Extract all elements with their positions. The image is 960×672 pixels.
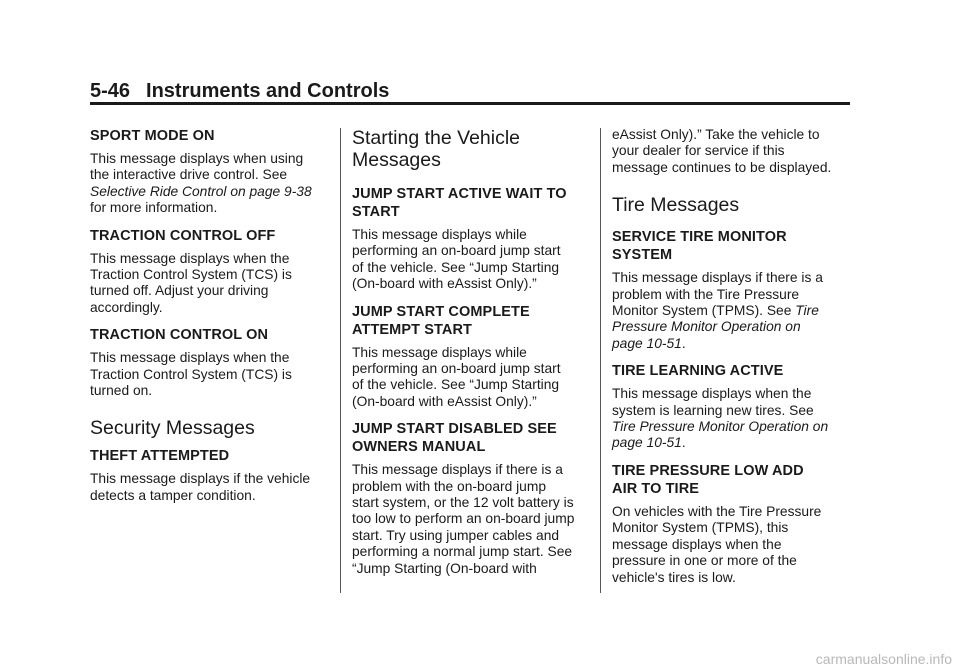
header-rule: [90, 102, 850, 105]
tire-learning-reference-page[interactable]: page 10-51: [612, 435, 682, 451]
tpms-reference-link-1[interactable]: Tire: [795, 303, 819, 319]
sport-mode-text: This message displays when using the interactive drive control. See Selective Ride Control on page 9-38 for more information.: [90, 151, 330, 217]
column-1: [90, 127, 330, 514]
tire-learning-text: This message displays when the system is learning new tires. See Tire Pressure Monitor Operation on page 10-51.: [612, 386, 852, 452]
column-2: [352, 127, 592, 587]
column-divider-1: [340, 128, 341, 593]
tc-off-heading: TRACTION CONTROL OFF: [90, 227, 276, 244]
column-3: [612, 127, 852, 596]
jump-start-active-text: This message displays while performing an on-board jump start of the vehicle. See “Jump Starting (On-board with eAssist Only).”: [352, 227, 561, 292]
tc-on-heading: TRACTION CONTROL ON: [90, 327, 269, 344]
tpms-reference-link-2[interactable]: Pressure Monitor Operation on: [612, 319, 801, 335]
section-title: Instruments and Controls: [146, 80, 390, 102]
page-number: 5-46: [90, 80, 131, 102]
sport-mode-heading: SPORT MODE ON: [90, 128, 215, 144]
tire-learning-heading: TIRE LEARNING ACTIVE: [612, 363, 784, 380]
tire-learning-reference-link[interactable]: Tire Pressure Monitor Operation on: [612, 419, 829, 435]
column-divider-2: [600, 128, 601, 593]
starting-vehicle-heading: Starting the Vehicle Messages: [352, 127, 521, 171]
jump-start-active-heading: JUMP START ACTIVE WAIT TO START: [352, 186, 567, 220]
tc-on-text: This message displays when the Traction Control System (TCS) is turned on.: [90, 350, 292, 399]
jump-start-complete-text: This message displays while performing an on-board jump start of the vehicle. See “Jump Starting (On-board with eAssist Only).”: [352, 344, 561, 409]
jump-start-complete-heading: JUMP START COMPLETE ATTEMPT START: [352, 303, 530, 338]
jump-start-disabled-heading: JUMP START DISABLED SEE OWNERS MANUAL: [352, 421, 557, 456]
tire-messages-heading: Tire Messages: [612, 194, 740, 217]
service-tire-monitor-text: This message displays if there is a problem with the Tire Pressure Monitor System (TPMS). See Tire Pressure Monitor Operation on page 10-51.: [612, 270, 852, 352]
tc-off-text: This message displays when the Traction Control System (TCS) is turned off. Adjust your driving accordingly.: [90, 250, 292, 315]
sport-mode-reference-link[interactable]: Selective Ride Control on page 9-38: [90, 183, 312, 199]
tire-pressure-low-text: On vehicles with the Tire Pressure Monitor System (TPMS), this message displays when the pressure in one or more of the vehicle's tires is low.: [612, 503, 822, 585]
jump-start-disabled-text: This message displays if there is a problem with the on-board jump start system, or the 12 volt battery is too low to perform an on-board jump start. Try using jumper cables and performing a normal jump start. See “Jump Starting (On-board with: [352, 462, 575, 576]
tire-pressure-low-heading: TIRE PRESSURE LOW ADD AIR TO TIRE: [612, 462, 804, 497]
security-messages-heading: Security Messages: [90, 417, 255, 440]
jump-start-disabled-continued: eAssist Only).” Take the vehicle to your dealer for service if this message continues to be displayed.: [612, 127, 832, 175]
service-tire-monitor-heading: SERVICE TIRE MONITOR SYSTEM: [612, 229, 787, 264]
tpms-reference-page[interactable]: page 10-51: [612, 335, 682, 351]
theft-attempted-heading: THEFT ATTEMPTED: [90, 448, 230, 465]
watermark: carmanualsonline.info: [815, 651, 952, 667]
theft-attempted-text: This message displays if the vehicle detects a tamper condition.: [90, 471, 311, 503]
page-header: [90, 80, 850, 103]
